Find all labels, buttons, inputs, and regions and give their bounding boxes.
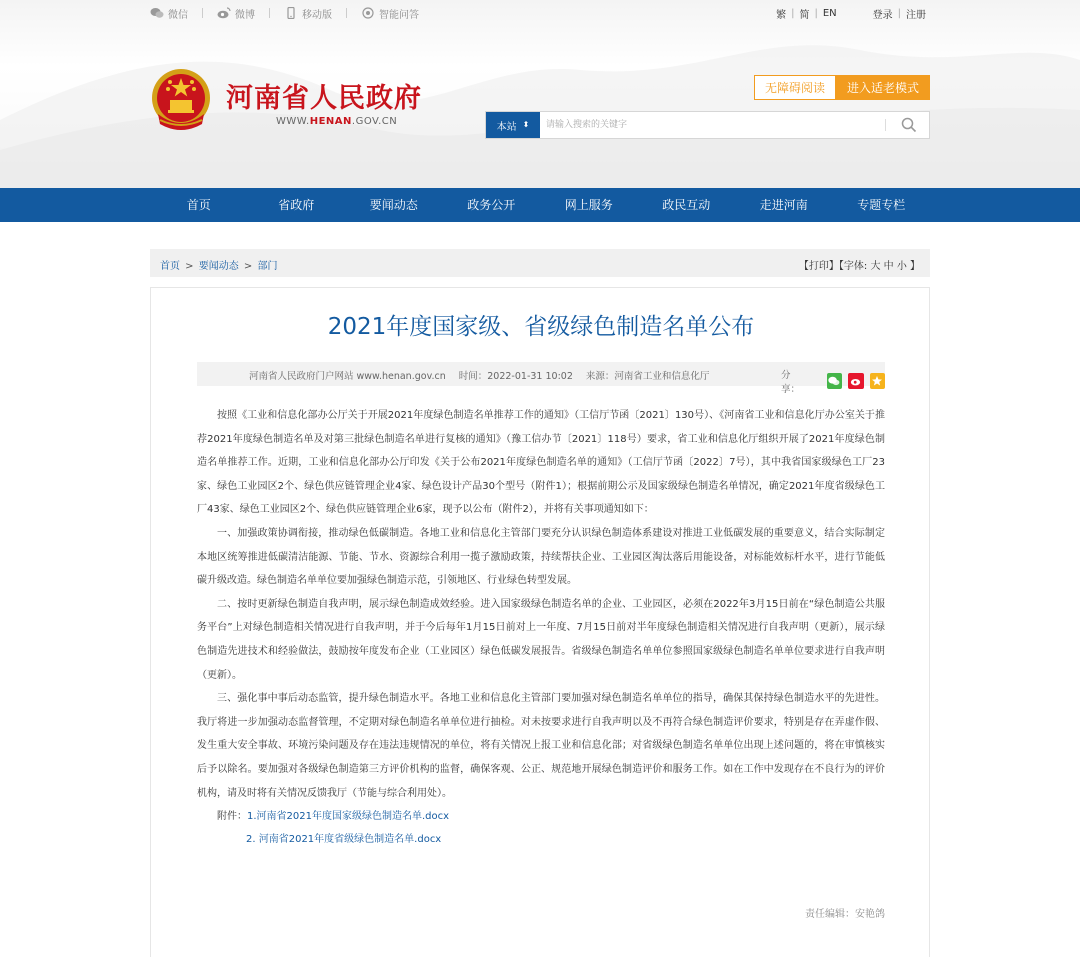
nav-news[interactable]: 要闻动态 bbox=[369, 198, 418, 212]
attachment-link-1[interactable]: 1.河南省2021年度国家级绿色制造名单.docx bbox=[247, 811, 450, 822]
print-button[interactable]: 【打印】 bbox=[798, 261, 839, 272]
nav-government-affairs[interactable]: 政务公开 bbox=[467, 198, 516, 212]
nav-home[interactable]: 首页 bbox=[186, 198, 211, 212]
updown-arrow-icon: ⬍ bbox=[522, 120, 530, 129]
top-utility-bar: 微信 微博 移动版 智能问答 繁 | 简 | EN 登录 | 注册 bbox=[150, 4, 930, 22]
accessible-reading-button[interactable]: 无障碍阅读 bbox=[754, 75, 836, 100]
article-paragraph: 三、强化事中事后动态监管，提升绿色制造水平。各地工业和信息化主管部门要加强对绿色制造名单单位的指导，确保其保持绿色制造水平的先进性。我厅将进一步加强动态监督管理，不定期对绿色制造名单单位进行抽检。对未按要求进行自我声明以及不再符合绿色制造评价要求，特别是存在弄虚作假、发生重大安全事故、环境污染问题及存在违法违规情况的单位，将有关情况上报工业和信息化部；对省级绿色制造名单单位出现上述问题的，将在审慎核实后予以除名。要加强对各级绿色制造第三方评价机构的监督，确保客观、公正、规范地开展绿色制造评价和服务工作。如在工作中发现存在不良行为的评价机构，请及时将有关情况反馈我厅（节能与综合利用处）。 bbox=[197, 693, 885, 799]
meta-time: 时间：2022-01-31 10:02 bbox=[458, 371, 573, 382]
share-wechat-icon[interactable] bbox=[827, 373, 842, 389]
national-emblem-icon[interactable] bbox=[150, 68, 212, 132]
wechat-label: 微信 bbox=[168, 9, 188, 21]
attachment-row-1 bbox=[217, 807, 449, 822]
attachment-link-2[interactable]: 2. 河南省2021年度省级绿色制造名单.docx bbox=[246, 834, 442, 845]
search-icon[interactable] bbox=[900, 116, 918, 134]
weibo-label: 微博 bbox=[235, 9, 255, 21]
lang-traditional[interactable]: 繁 bbox=[776, 9, 787, 21]
login-link[interactable]: 登录 bbox=[872, 9, 893, 21]
wechat-link[interactable] bbox=[150, 4, 188, 22]
nav-about-henan[interactable]: 走进河南 bbox=[759, 198, 808, 212]
search-input[interactable] bbox=[546, 114, 876, 136]
lang-simplified[interactable]: 简 bbox=[799, 9, 810, 21]
main-navigation bbox=[0, 188, 1080, 222]
site-title[interactable]: 河南省人民政府 bbox=[226, 83, 422, 114]
lang-english[interactable]: EN bbox=[822, 7, 837, 19]
weibo-icon bbox=[217, 7, 231, 19]
smart-qa-label: 智能问答 bbox=[379, 9, 419, 21]
breadcrumb-bar bbox=[150, 249, 930, 277]
breadcrumb-department[interactable]: 部门 bbox=[257, 261, 278, 272]
weibo-link[interactable] bbox=[217, 4, 255, 22]
share-favorite-icon[interactable] bbox=[870, 373, 885, 389]
article-container bbox=[150, 287, 930, 957]
font-small-button[interactable]: 小 bbox=[896, 261, 907, 272]
mobile-icon bbox=[284, 7, 298, 19]
article-body bbox=[197, 404, 885, 805]
wechat-icon bbox=[150, 7, 164, 19]
mobile-link[interactable] bbox=[284, 4, 332, 22]
page-tools: 【打印】【字体: 大 中 小 】 bbox=[798, 261, 920, 272]
smart-qa-link[interactable] bbox=[361, 4, 419, 22]
article-paragraph: 一、加强政策协调衔接，推动绿色低碳制造。各地工业和信息化主管部门要充分认识绿色制造体系建设对推进工业低碳发展的重要意义，结合实际制定本地区统筹推进低碳清洁能源、节能、节水、资源综合利用一揽子激励政策，持续帮扶企业、工业园区淘汰落后用能设备，对标能效标杆水平，进行节能低碳升级改造。绿色制造名单单位要加强绿色制造示范，引领地区、行业绿色转型发展。 bbox=[197, 527, 885, 587]
breadcrumb-news[interactable]: 要闻动态 bbox=[198, 261, 239, 272]
attachment-label: 附件： bbox=[217, 811, 247, 822]
nav-provincial-government[interactable]: 省政府 bbox=[278, 198, 315, 212]
search-box bbox=[485, 111, 930, 139]
font-medium-button[interactable]: 中 bbox=[883, 261, 894, 272]
meta-source-site: 河南省人民政府门户网站 www.henan.gov.cn bbox=[249, 371, 446, 382]
search-scope-select[interactable]: 本站 ⬍ bbox=[486, 112, 540, 138]
register-link[interactable]: 注册 bbox=[906, 9, 926, 21]
font-large-button[interactable]: 大 bbox=[870, 261, 881, 272]
meta-origin: 来源：河南省工业和信息化厅 bbox=[585, 371, 710, 382]
article-meta bbox=[197, 362, 885, 395]
nav-online-services[interactable]: 网上服务 bbox=[564, 198, 613, 212]
share-weibo-icon[interactable] bbox=[848, 373, 863, 389]
attachment-row-2 bbox=[246, 830, 441, 845]
breadcrumb-home[interactable]: 首页 bbox=[160, 261, 180, 272]
responsible-editor: 责任编辑：安艳鸽 bbox=[805, 909, 885, 920]
nav-interaction[interactable]: 政民互动 bbox=[662, 198, 711, 212]
share-label: 分享： bbox=[781, 370, 801, 395]
nav-special-topics[interactable]: 专题专栏 bbox=[857, 198, 906, 212]
elder-mode-button[interactable]: 进入适老模式 bbox=[836, 75, 930, 100]
article-paragraph: 按照《工业和信息化部办公厅关于开展2021年度绿色制造名单推荐工作的通知》（工信厅节函〔2021〕130号）、《河南省工业和信息化厅办公室关于推荐2021年度绿色制造名单及对第三批绿色制造名单进行复核的通知》（豫工信办节〔2021〕118号）要求，省工业和信息化厅组织开展了2021年度绿色制造名单推荐工作。近期，工业和信息化部办公厅印发《关于公布2021年度绿色制造名单的通知》（工信厅节函〔2022〕7号），其中我省国家级绿色工厂23家、绿色工业园区2个、绿色供应链管理企业4家、绿色设计产品30个型号（附件1）；根据前期公示及国家级绿色制造名单情况，确定2021年度省级绿色工厂43家、绿色工业园区2个、绿色供应链管理企业6家，现予以公布（附件2），并将有关事项通知如下： bbox=[197, 410, 885, 516]
breadcrumb: 首页 > 要闻动态 > 部门 bbox=[160, 261, 278, 272]
share-bar bbox=[781, 367, 885, 395]
mobile-label: 移动版 bbox=[302, 9, 332, 21]
article-title: 2021年度国家级、省级绿色制造名单公布 bbox=[327, 314, 755, 340]
font-size-label: 【字体: bbox=[838, 261, 868, 272]
article-paragraph: 二、按时更新绿色制造自我声明，展示绿色制造成效经验。进入国家级绿色制造名单的企业、工业园区，必须在2022年3月15日前在“绿色制造公共服务平台”上对绿色制造相关情况进行自我声明，并于今后每年1月15日前对上一年度、7月15日前对半年度绿色制造相关情况进行自我声明（更新），展示绿色制造先进技术和经验做法，鼓励按年度发布企业（工业园区）绿色低碳发展报告。省级绿色制造名单单位参照国家级绿色制造名单单位要求进行自我声明（更新）。 bbox=[197, 598, 885, 681]
site-url: WWW.HENAN.GOV.CN bbox=[276, 116, 398, 127]
chat-icon bbox=[361, 7, 375, 19]
